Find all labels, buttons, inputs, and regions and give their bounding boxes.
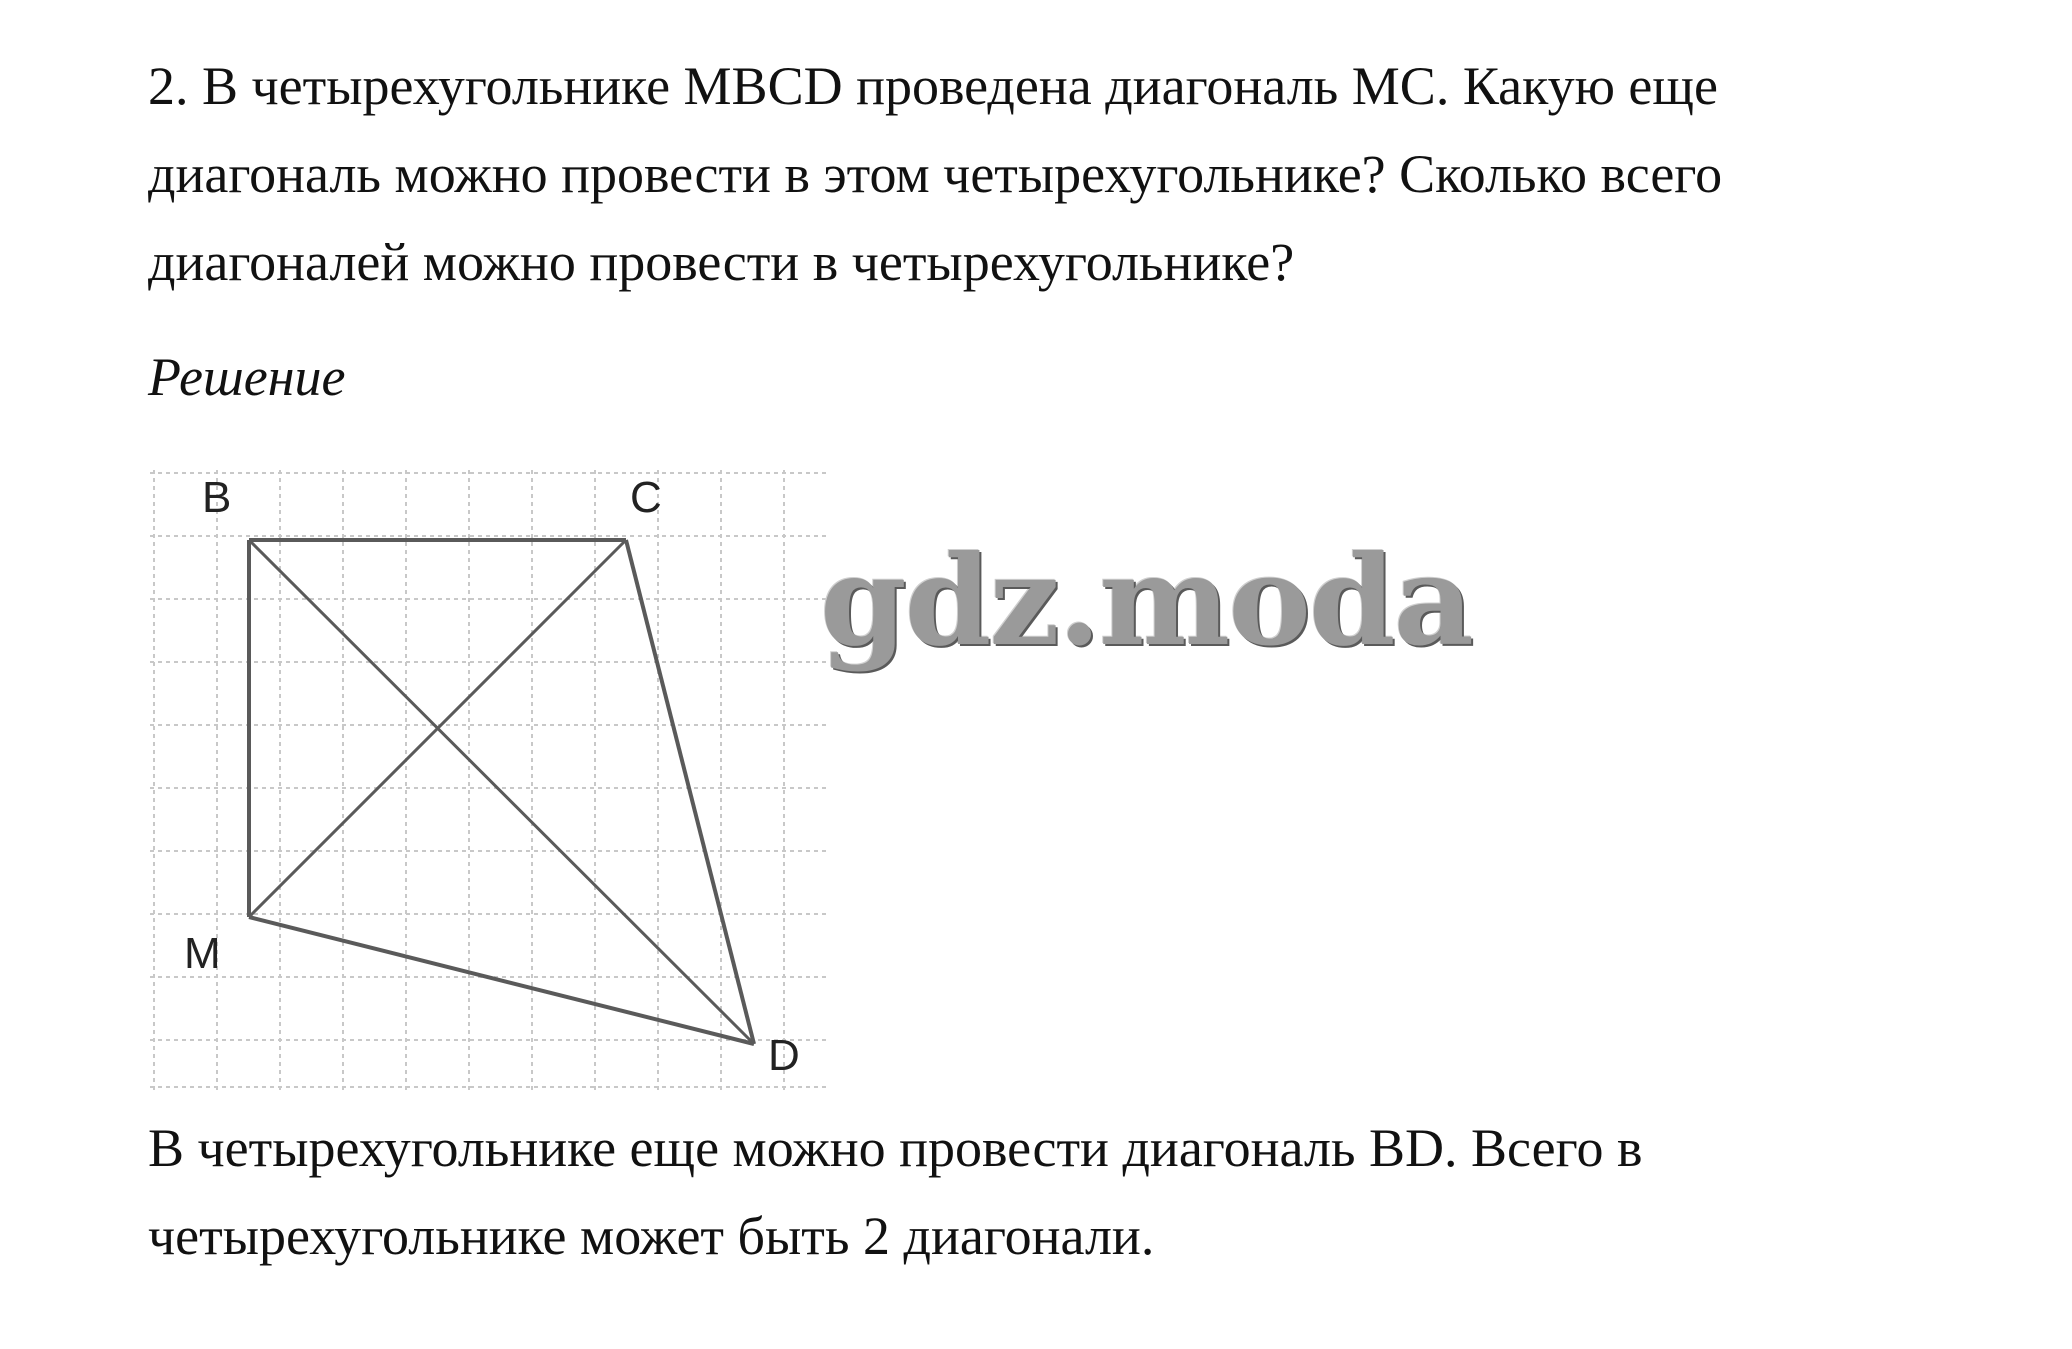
vertex-label-d: D [768,1031,800,1080]
solution-heading: Решение [148,347,346,407]
problem-statement [148,42,1948,306]
problem-line-3: диагоналей можно провести в четырехугольнике? [148,232,1295,292]
problem-line-2: диагональ можно провести в этом четырехугольнике? Сколько всего [148,144,1723,204]
quadrilateral-figure [150,460,830,1100]
vertex-label-m: M [184,929,221,978]
vertex-label-c: C [630,473,662,522]
diagonal-bd [249,540,754,1044]
side-cd [626,540,754,1044]
quadrilateral-diagram [150,460,830,1100]
answer-line-1: В четырехугольнике еще можно провести диагональ BD. Всего в [148,1118,1643,1178]
vertex-label-b: B [202,473,232,522]
diagonals [249,540,754,1044]
answer-text [148,1104,1948,1280]
side-dm [249,917,754,1044]
watermark-logo: gdz.moda [820,529,1472,674]
problem-line-1: 2. В четырехугольнике MBCD проведена диагональ MC. Какую еще [148,56,1718,116]
answer-line-2: четырехугольнике может быть 2 диагонали. [148,1206,1155,1266]
